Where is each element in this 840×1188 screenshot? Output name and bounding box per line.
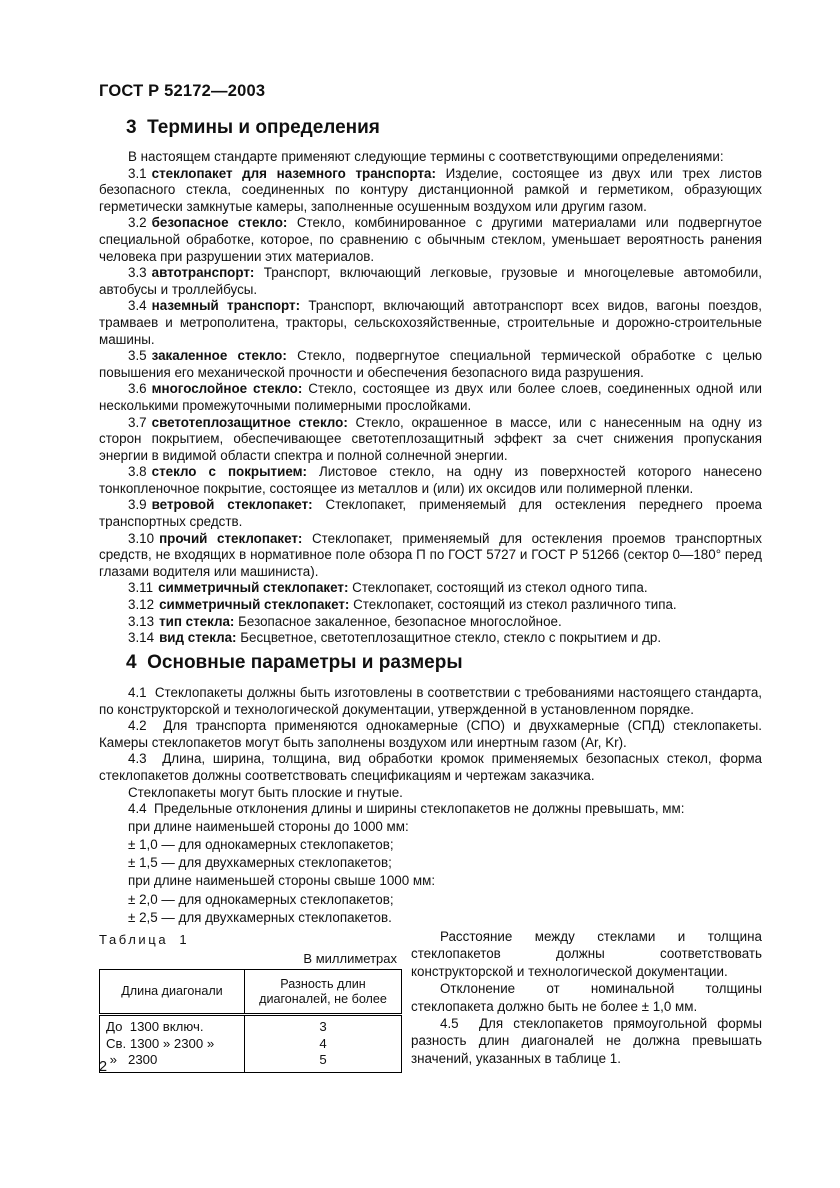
- tolerance-line: при длине наименьшей стороны до 1000 мм:: [128, 818, 409, 834]
- term-definition: Стекло, окрашенное в массе, или с нанесенным на одну из сторон покрытием, обеспечивающее светотеплозащитный эффект за счет снижения пропускания энергии в видимой области спектра и полной солнечной энергии.: [99, 414, 762, 463]
- term-3-1: [99, 166, 762, 216]
- term-3-14: [99, 630, 762, 647]
- term-number: 3.7: [128, 414, 147, 430]
- term-3-8: [99, 464, 762, 497]
- term-definition: Стеклопакет, состоящий из стекол различного типа.: [353, 597, 677, 613]
- table-1: [99, 969, 402, 1073]
- term-definition: Стекло, подвергнутое специальной термической обработке с целью повышения его механической прочности и обеспечения безопасного вида разрушения.: [99, 348, 762, 380]
- term-3-10: [99, 531, 762, 581]
- term-number: 3.4: [128, 298, 147, 314]
- tolerance-line: ± 1,5 — для двухкамерных стеклопакетов;: [128, 855, 392, 871]
- term-name: безопасное стекло:: [151, 215, 288, 231]
- paragraph-4-3-note: Стеклопакеты могут быть плоские и гнутые.: [128, 784, 403, 800]
- term-3-2: [99, 215, 762, 265]
- text-column: [411, 926, 762, 1067]
- paragraph-4-4: 4.4 Предельные отклонения длины и ширины стеклопакетов не должны превышать, мм:: [128, 801, 685, 817]
- table-row: [100, 1036, 402, 1052]
- term-3-11: [99, 580, 762, 597]
- term-name: вид стекла:: [159, 630, 237, 646]
- term-definition: Бесцветное, светотеплозащитное стекло, стекло с покрытием и др.: [240, 630, 662, 646]
- section-3-heading: 3 Термины и определения: [126, 117, 380, 138]
- term-definition: Стекло, состоящее из двух или более слоев, соединенных одной или несколькими промежуточными полимерными прослойками.: [99, 381, 762, 413]
- table-units-label: В миллиметрах: [303, 951, 397, 966]
- document-number: ГОСТ Р 52172—2003: [99, 82, 266, 100]
- term-name: ветровой стеклопакет:: [151, 497, 313, 513]
- section-3-body: [99, 149, 762, 647]
- term-name: многослойное стекло:: [151, 381, 303, 397]
- term-number: 3.3: [128, 265, 147, 281]
- term-number: 3.10: [128, 530, 155, 546]
- term-name: закаленное стекло:: [151, 348, 287, 364]
- column-header-diagonal-difference: Разность длин диагоналей, не более: [245, 970, 402, 1015]
- term-number: 3.14: [128, 630, 155, 646]
- term-name: светотеплозащитное стекло:: [151, 414, 348, 430]
- term-definition: Безопасное закаленное, безопасное многослойное.: [238, 613, 562, 629]
- cell-range: Св. 1300 » 2300 »: [106, 1035, 215, 1051]
- term-definition: Стеклопакет, применяемый для остекления переднего проема транспортных средств.: [99, 497, 762, 530]
- term-number: 3.9: [128, 497, 147, 513]
- column-header-diagonal-length: Длина диагонали: [100, 970, 245, 1015]
- term-number: 3.5: [128, 348, 147, 364]
- bottom-two-column-section: [99, 926, 762, 1073]
- paragraph-spacing-requirement: Расстояние между стеклами и толщина стеклопакетов должны соответствовать конструкторской и технологической документации.: [411, 929, 762, 979]
- term-3-12: [99, 597, 762, 614]
- term-3-9: [99, 497, 762, 530]
- term-name: наземный транспорт:: [151, 298, 301, 314]
- term-number: 3.6: [128, 381, 147, 397]
- term-name: симметричный стеклопакет:: [158, 580, 349, 596]
- cell-range: До 1300 включ.: [106, 1019, 204, 1035]
- term-definition: Транспорт, включающий легковые, грузовые и многоцелевые автомобили, автобусы и троллейбусы.: [99, 265, 762, 297]
- term-number: 3.2: [128, 215, 147, 231]
- term-name: тип стекла:: [159, 613, 235, 629]
- table-column: [99, 926, 401, 1073]
- table-row: [100, 1015, 402, 1036]
- term-name: автотранспорт:: [151, 265, 255, 281]
- term-definition: Стеклопакет, состоящий из стекол одного типа.: [352, 580, 648, 596]
- paragraph-thickness-tolerance: Отклонение от номинальной толщины стеклопакета должно быть не более ± 1,0 мм.: [411, 981, 762, 1014]
- paragraph-4-3: 4.3 Длина, ширина, толщина, вид обработки кромок применяемых безопасных стекол, форма стеклопакетов должны соответствовать спецификациям и чертежам заказчика.: [99, 751, 762, 783]
- term-name: симметричный стеклопакет:: [159, 597, 350, 613]
- cell-range: » 2300: [106, 1052, 158, 1067]
- tolerance-line: ± 2,5 — для двухкамерных стеклопакетов.: [128, 909, 392, 925]
- term-definition: Транспорт, включающий автотранспорт всех видов, вагоны поездов, трамваев и метрополитена, тракторы, сельскохозяйственные, строительные и дорожно-строительные машины.: [99, 298, 762, 347]
- term-number: 3.13: [128, 613, 155, 629]
- tolerance-line: ± 2,0 — для однокамерных стеклопакетов;: [128, 891, 394, 907]
- section-3-intro: В настоящем стандарте применяют следующие термины с соответствующими определениями:: [128, 149, 724, 164]
- table-header-row: [100, 970, 402, 1015]
- tolerance-line: ± 1,0 — для однокамерных стеклопакетов;: [128, 836, 394, 852]
- term-number: 3.12: [128, 597, 155, 613]
- term-3-7: [99, 415, 762, 465]
- term-definition: Стеклопакет, применяемый для остекления проемов транспортных средств, не входящих в нормативное поле обзора П по ГОСТ 5727 и ГОСТ Р 51266 (сектор 0—180° перед глазами водителя или машиниста).: [99, 530, 762, 579]
- tolerance-line: при длине наименьшей стороны свыше 1000 мм:: [128, 873, 436, 889]
- term-number: 3.11: [128, 580, 154, 596]
- term-name: стекло с покрытием:: [151, 464, 307, 480]
- page-number: 2: [99, 1059, 108, 1075]
- cell-value: 3: [245, 1015, 402, 1036]
- table-row: [100, 1052, 402, 1073]
- term-3-13: [99, 614, 762, 631]
- term-3-3: [99, 265, 762, 298]
- paragraph-4-1: 4.1 Стеклопакеты должны быть изготовлены в соответствии с требованиями настоящего стандарта, по конструкторской и технологической документации, утвержденной в установленном порядке.: [99, 685, 762, 717]
- term-number: 3.1: [128, 165, 147, 181]
- term-definition: Листовое стекло, на одну из поверхностей которого нанесено тонкопленочное покрытие, состоящее из металлов и (или) их оксидов или полимерной пленки.: [99, 464, 762, 496]
- cell-value: 4: [245, 1036, 402, 1052]
- term-number: 3.8: [128, 464, 147, 480]
- section-4-body: [99, 685, 762, 927]
- term-definition: Изделие, состоящее из двух или трех листов безопасного стекла, соединенных по контуру дистанционной рамкой и герметиком, образующих герметически замкнутые камеры, заполненные осушенным воздухом или другим газом.: [99, 165, 762, 214]
- paragraph-4-2: 4.2 Для транспорта применяются однокамерные (СПО) и двухкамерные (СПД) стеклопакеты. Камеры стеклопакетов могут быть заполнены воздухом или инертным газом (Ar, Kr).: [99, 718, 762, 750]
- term-name: стеклопакет для наземного транспорта:: [151, 165, 436, 181]
- term-3-4: [99, 298, 762, 348]
- term-definition: Стекло, комбинированное с другими материалами или подвергнутое специальной обработке, которое, по сравнению с обычным стеклом, уменьшает вероятность ранения человека при разрушении этих материалов.: [99, 215, 762, 264]
- term-3-5: [99, 348, 762, 381]
- section-4-heading: 4 Основные параметры и размеры: [126, 652, 463, 673]
- cell-value: 5: [245, 1052, 402, 1073]
- paragraph-4-5: 4.5 Для стеклопакетов прямоугольной формы разность длин диагоналей не должна превышать значений, указанных в таблице 1.: [411, 1016, 762, 1066]
- table-caption: Таблица 1: [99, 932, 190, 947]
- term-name: прочий стеклопакет:: [159, 530, 303, 546]
- term-3-6: [99, 381, 762, 414]
